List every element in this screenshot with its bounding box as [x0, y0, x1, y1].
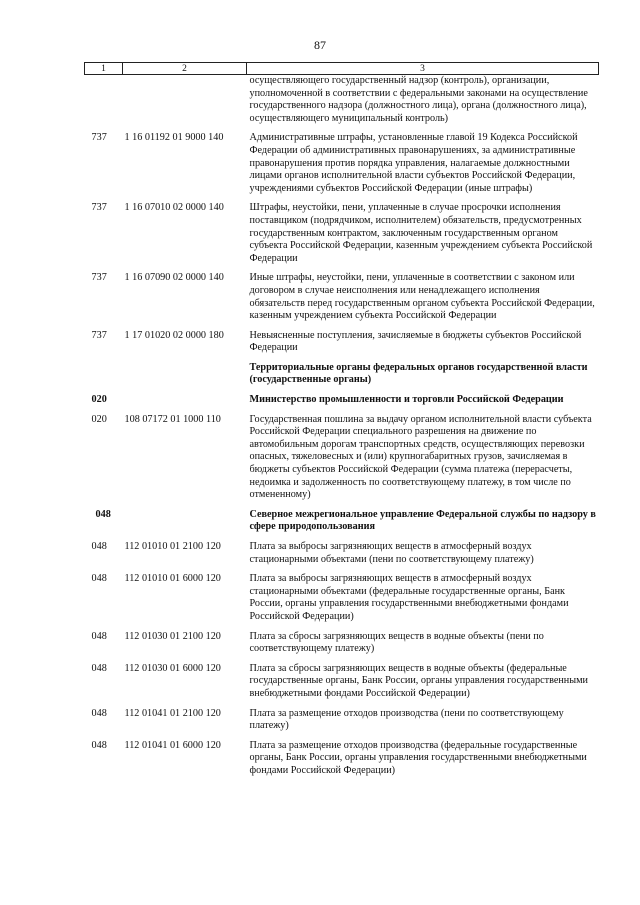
admin-code: 048: [91, 739, 107, 751]
admin-code: 048: [91, 707, 107, 719]
revenue-codes-table: [84, 62, 599, 785]
admin-code: 020: [91, 394, 107, 406]
revenue-description: Территориальные органы федеральных органов государственной власти (государственные органы): [249, 361, 588, 386]
revenue-code: 112 01010 01 2100 120: [124, 541, 221, 552]
continuation-text: осуществляющего государственный надзор (контроль), организации, уполномоченной в соответствии с федеральными законами на осуществление государственного надзора (должностного лица), органа (должностного лица), осуществляющего муниципальный контроль): [249, 75, 588, 124]
revenue-code: 1 16 07010 02 0000 140: [124, 202, 224, 214]
revenue-description: Плата за выбросы загрязняющих веществ в атмосферный воздух стационарными объектами (федеральные государственные органы, Банк России, органы управления государственными внебюджетными фондами Российской Федерации): [249, 573, 569, 622]
table-header-row: [85, 63, 599, 75]
continuation-row: [85, 75, 599, 133]
admin-code: 737: [91, 272, 107, 284]
admin-code: 048: [91, 630, 107, 642]
revenue-description: Государственная пошлина за выдачу органом исполнительной власти субъекта Российской Федерации специального разрешения на движение по автомобильным дорогам транспортных средств, осуществляющих перевозки опасных, тяжеловесных и (или) крупногабаритных грузов, зачисляемая в бюджеты субъектов Российской Федерации (сумма платежа (перерасчеты, недоимка и задолженность по соответствующему платежу, в том числе по отмененному): [249, 413, 592, 501]
revenue-code: [123, 509, 247, 541]
table-row: [85, 362, 599, 394]
revenue-description: Плата за сбросы загрязняющих веществ в водные объекты (федеральные государственные органы, Банк России, органы управления государственными внебюджетными фондами Российской Федерации): [249, 662, 588, 699]
revenue-code: 112 01030 01 2100 120: [124, 630, 221, 642]
admin-code: 737: [91, 329, 107, 341]
column-header-2: 2: [123, 63, 247, 75]
revenue-code: 108 07172 01 1000 110: [124, 413, 221, 425]
table-body: [85, 75, 599, 785]
table-row: [85, 663, 599, 708]
table-row: [85, 631, 599, 663]
revenue-code: 112 01041 01 6000 120: [124, 739, 221, 751]
table-row: [85, 541, 599, 573]
table-row: [85, 394, 599, 414]
revenue-code: 112 01010 01 6000 120: [124, 573, 221, 585]
revenue-code: 112 01041 01 2100 120: [124, 707, 221, 719]
revenue-description: Иные штрафы, неустойки, пени, уплаченные в соответствии с законом или договором в случае неисполнения или ненадлежащего исполнения обязательств перед государственным органом субъекта Российской Федерации, казенным учреждением субъекта Российской Федерации: [249, 272, 595, 322]
revenue-description: Плата за размещение отходов производства (пени по соответствующему платежу): [249, 707, 564, 732]
revenue-description: Министерство промышленности и торговли Российской Федерации: [249, 394, 564, 406]
admin-code: 020: [91, 413, 107, 425]
revenue-code: 112 01030 01 6000 120: [124, 662, 221, 674]
table-row: [85, 414, 599, 509]
revenue-description: Плата за размещение отходов производства (федеральные государственные органы, Банк России, органы управления государственными внебюджетными фондами Российской Федерации): [249, 739, 587, 776]
revenue-description: Административные штрафы, установленные главой 19 Кодекса Российской Федерации об административных правонарушениях, за административные правонарушения против порядка управления, налагаемые должностными лицами органов исполнительной власти субъектов Российской Федерации, учреждениями субъектов Российской Федерации (иные штрафы): [249, 132, 578, 194]
column-header-1: 1: [85, 63, 123, 75]
table-row: [85, 272, 599, 329]
revenue-code: [123, 362, 247, 394]
revenue-code: [123, 394, 247, 414]
revenue-description: Невыясненные поступления, зачисляемые в бюджеты субъектов Российской Федерации: [249, 329, 582, 354]
table-row: [85, 573, 599, 630]
revenue-description: Плата за выбросы загрязняющих веществ в атмосферный воздух стационарными объектами (пени по соответствующему платежу): [249, 541, 534, 565]
table-row: [85, 132, 599, 202]
page-number: 87: [314, 38, 326, 52]
table-row: [85, 509, 599, 541]
revenue-description: Плата за сбросы загрязняющих веществ в водные объекты (пени по соответствующему платежу): [249, 630, 544, 655]
admin-code: 737: [91, 132, 107, 144]
admin-code: 048: [95, 508, 111, 520]
admin-code: 048: [91, 662, 107, 674]
table-row: [85, 708, 599, 740]
column-header-3: 3: [247, 63, 599, 75]
admin-code: [85, 362, 123, 394]
table-row: [85, 740, 599, 785]
revenue-code: 1 17 01020 02 0000 180: [124, 329, 224, 341]
table-row: [85, 202, 599, 272]
revenue-description: Штрафы, неустойки, пени, уплаченные в случае просрочки исполнения поставщиком (подрядчиком, исполнителем) обязательств, предусмотренных государственным контрактом, заключенным государственным органом субъекта Российской Федерации, казенным учреждением субъекта Российской Федерации: [249, 202, 593, 264]
revenue-code: 1 16 07090 02 0000 140: [124, 272, 224, 284]
admin-code: 048: [91, 541, 107, 552]
admin-code: 048: [91, 573, 107, 585]
admin-code: 737: [91, 202, 107, 214]
table-row: [85, 330, 599, 362]
revenue-description: Северное межрегиональное управление Федеральной службы по надзору в сфере природопользования: [249, 508, 596, 533]
revenue-code: 1 16 01192 01 9000 140: [124, 132, 224, 144]
